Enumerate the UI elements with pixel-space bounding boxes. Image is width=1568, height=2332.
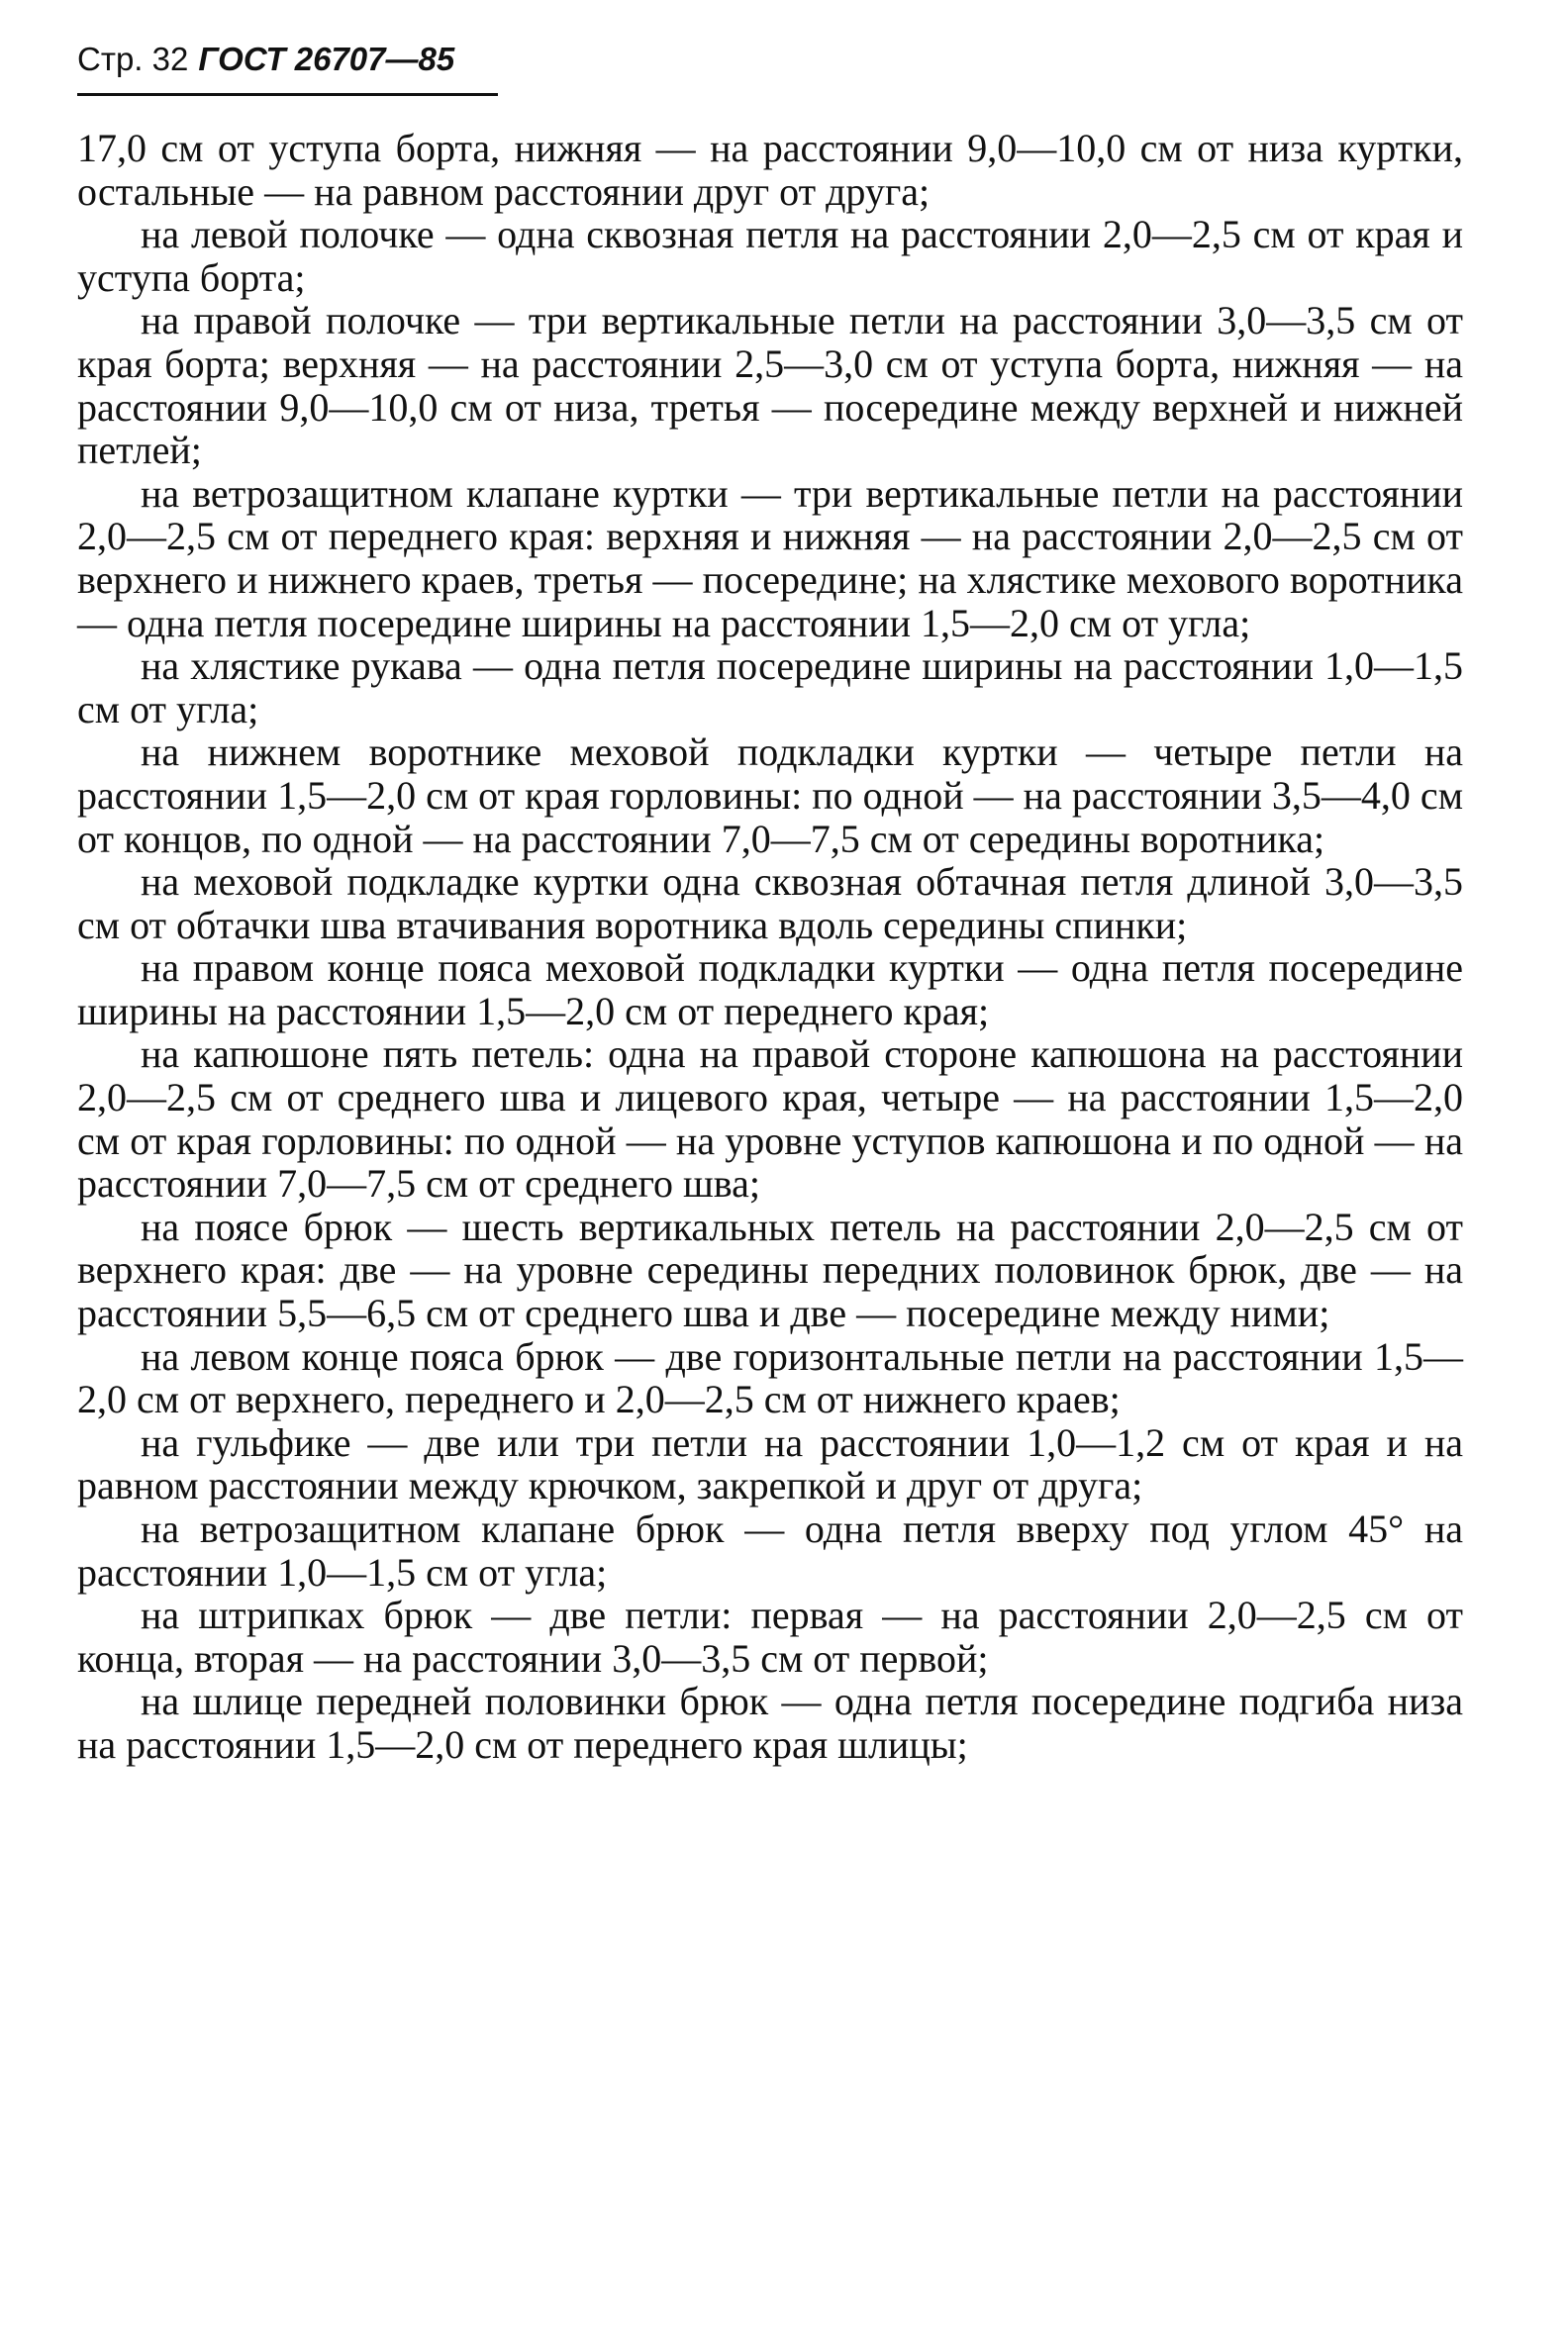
paragraph-continuation: 17,0 см от уступа борта, нижняя — на расстоянии 9,0—10,0 см от низа куртки, остальные — на равном расстоянии друг от друга; (77, 126, 1463, 214)
page-number: Стр. 32 (77, 41, 189, 77)
paragraph: на капюшоне пять петель: одна на правой стороне капюшона на расстоянии 2,0—2,5 см от среднего шва и лицевого края, четыре — на расстоянии 1,5—2,0 см от края горловины: по одной — на уровне уступов капюшона и по одной — на расстоянии 7,0—7,5 см от среднего шва; (77, 1031, 1463, 1207)
paragraph: на гульфике — две или три петли на расстоянии 1,0—1,2 см от края и на равном расстоянии между крючком, закрепкой и друг от друга; (77, 1419, 1463, 1508)
paragraph: на штрипках брюк — две петли: первая — на расстоянии 2,0—2,5 см от конца, вторая — на расстоянии 3,0—3,5 см от первой; (77, 1593, 1463, 1681)
paragraph: на левой полочке — одна сквозная петля на расстоянии 2,0—2,5 см от края и уступа борта; (77, 212, 1463, 300)
paragraph: на правой полочке — три вертикальные петли на расстоянии 3,0—3,5 см от края борта; верхняя — на расстоянии 2,5—3,0 см от уступа борта, нижняя — на расстоянии 9,0—10,0 см от низа, третья — посередине между верхней и нижней петлей; (77, 298, 1463, 473)
paragraph: на правом конце пояса меховой подкладки куртки — одна петля посередине ширины на расстоянии 1,5—2,0 см от переднего края; (77, 945, 1463, 1033)
paragraph: на ветрозащитном клапане брюк — одна петля вверху под углом 45° на расстоянии 1,0—1,5 см от угла; (77, 1506, 1463, 1595)
paragraph: на меховой подкладке куртки одна сквозная обтачная петля длиной 3,0—3,5 см от обтачки шва втачивания воротника вдоль середины спинки; (77, 859, 1463, 947)
paragraph: на хлястике рукава — одна петля посередине ширины на расстоянии 1,0—1,5 см от угла; (77, 643, 1463, 731)
page-header (77, 38, 503, 81)
paragraph: на нижнем воротнике меховой подкладки куртки — четыре петли на расстоянии 1,5—2,0 см от края горловины: по одной — на расстоянии 3,5—4,0 см от концов, по одной — на расстоянии 7,0—7,5 см от середины воротника; (77, 729, 1463, 861)
paragraph: на поясе брюк — шесть вертикальных петель на расстоянии 2,0—2,5 см от верхнего края: две — на уровне середины передних половинок брюк, две — на расстоянии 5,5—6,5 см от среднего шва и две — посередине между ними; (77, 1204, 1463, 1336)
paragraph: на шлице передней половинки брюк — одна петля посередине подгиба низа на расстоянии 1,5—2,0 см от переднего края шлицы; (77, 1679, 1463, 1767)
body-text (77, 127, 1463, 1767)
standard-designation: ГОСТ 26707—85 (198, 41, 455, 77)
paragraph: на левом конце пояса брюк — две горизонтальные петли на расстоянии 1,5—2,0 см от верхнего, переднего и 2,0—2,5 см от нижнего краев; (77, 1333, 1463, 1422)
header-rule (77, 93, 498, 96)
paragraph: на ветрозащитном клапане куртки — три вертикальные петли на расстоянии 2,0—2,5 см от переднего края: верхняя и нижняя — на расстоянии 2,0—2,5 см от верхнего и нижнего краев, третья — посередине; на хлястике мехового воротника — одна петля посередине ширины на расстоянии 1,5—2,0 см от угла; (77, 470, 1463, 645)
